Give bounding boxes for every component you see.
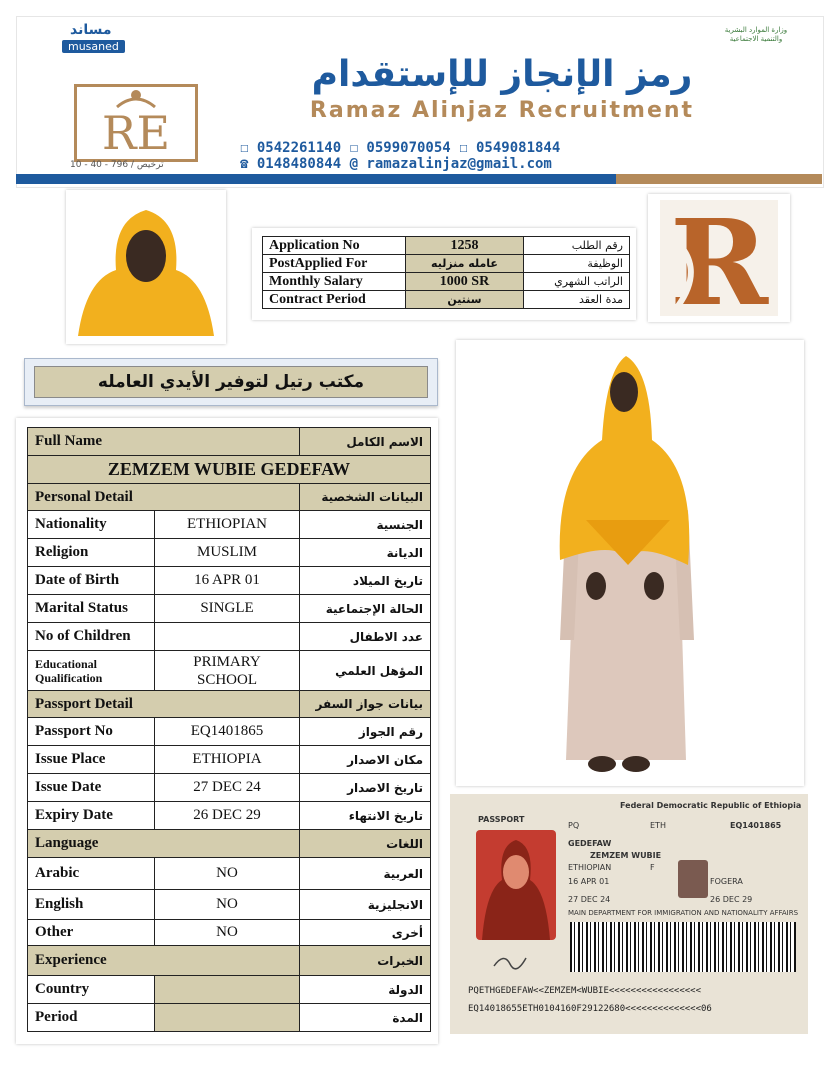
passport-no-value: EQ1401865 (155, 718, 300, 746)
table-row (28, 858, 431, 890)
table-row (263, 291, 630, 309)
dob-value: 16 APR 01 (155, 567, 300, 595)
table-row (28, 802, 431, 830)
full-body-photo (456, 340, 804, 786)
application-no-value: 1258 (406, 237, 524, 255)
full-name-label-ar: الاسم الكامل (300, 428, 431, 456)
marital-status-label: Marital Status (28, 595, 155, 623)
post-applied-value: عامله منزليه (406, 255, 524, 273)
r-logo-letter: R (669, 194, 769, 322)
logo-letters: RE (101, 106, 171, 159)
passport-mrz-line1: PQETHGEDEFAW<<ZEMZEM<WUBIE<<<<<<<<<<<<<<<<< (468, 986, 701, 996)
company-name-en: Ramaz Alinjaz Recruitment (309, 98, 695, 123)
passport-ghost-photo (678, 860, 708, 898)
passport-sex: F (650, 863, 655, 872)
passport-issue-date: 27 DEC 24 (568, 895, 611, 904)
contract-period-label-ar: مدة العقد (524, 291, 630, 309)
passport-detail-heading-ar: بيانات جواز السفر (300, 691, 431, 718)
english-value: NO (155, 890, 300, 920)
table-row (263, 273, 630, 291)
passport-nationality: ETHIOPIAN (568, 863, 612, 872)
passport-header-text: Federal Democratic Republic of Ethiopia (620, 801, 802, 810)
application-no-label-ar: رقم الطلب (524, 237, 630, 255)
table-row (28, 946, 431, 976)
issue-date-label: Issue Date (28, 774, 155, 802)
license-number: ترخيص / 796 - 40 - 10 (70, 160, 164, 170)
other-language-label-ar: أخرى (300, 920, 431, 946)
issue-date-label-ar: تاريخ الاصدار (300, 774, 431, 802)
contract-period-label: Contract Period (263, 291, 406, 309)
table-row (28, 746, 431, 774)
application-no-label: Application No (263, 237, 406, 255)
passport-no-label: Passport No (28, 718, 155, 746)
table-row (28, 595, 431, 623)
personal-detail-heading-ar: البيانات الشخصية (300, 484, 431, 511)
monthly-salary-label: Monthly Salary (263, 273, 406, 291)
passport-portrait (476, 830, 556, 940)
phone-numbers: ☐ 0542261140 ☐ 0599070054 ☐ 0549081844 (240, 140, 561, 156)
country-label-ar: الدولة (300, 976, 431, 1004)
table-row (28, 484, 431, 511)
country-value (155, 976, 300, 1004)
passport-barcode (570, 922, 796, 972)
re-company-logo (74, 84, 198, 162)
other-language-value: NO (155, 920, 300, 946)
contract-period-value: سنتين (406, 291, 524, 309)
religion-label-ar: الديانة (300, 539, 431, 567)
contact-line: ☎ 0148480844 @ ramazalinjaz@gmail.com (240, 156, 552, 172)
portrait-photo (66, 190, 226, 344)
musaned-logo-ar: مساند (70, 22, 112, 38)
experience-heading-ar: الخبرات (300, 946, 431, 976)
ministry-logo: وزارة الموارد البشرية والتنمية الاجتماعية (724, 26, 788, 43)
dob-label-ar: تاريخ الميلاد (300, 567, 431, 595)
table-row (28, 830, 431, 858)
office-name-banner: مكتب رتيل لتوفير الأيدي العامله (34, 366, 428, 398)
header-stripe-blue (16, 174, 616, 184)
marital-status-label-ar: الحالة الإجتماعية (300, 595, 431, 623)
religion-label: Religion (28, 539, 155, 567)
education-value: PRIMARY SCHOOL (155, 651, 300, 691)
passport-signature (490, 950, 550, 970)
table-row (28, 567, 431, 595)
table-row (28, 651, 431, 691)
children-label-ar: عدد الاطفال (300, 623, 431, 651)
monthly-salary-label-ar: الراتب الشهري (524, 273, 630, 291)
table-row (28, 1004, 431, 1032)
education-label: Educational Qualification (28, 651, 155, 691)
table-row (28, 774, 431, 802)
application-table (262, 236, 630, 309)
arabic-value: NO (155, 858, 300, 890)
period-value (155, 1004, 300, 1032)
passport-given-names: ZEMZEM WUBIE (590, 851, 662, 860)
expiry-date-value: 26 DEC 29 (155, 802, 300, 830)
passport-number: EQ1401865 (730, 821, 782, 830)
table-row (28, 890, 431, 920)
table-row (28, 511, 431, 539)
passport-detail-heading: Passport Detail (28, 691, 300, 718)
period-label: Period (28, 1004, 155, 1032)
nationality-label-ar: الجنسية (300, 511, 431, 539)
passport-birth-place: FOGERA (710, 877, 743, 886)
company-name-ar: رمز الإنجاز للإستقدام (311, 54, 693, 95)
experience-heading: Experience (28, 946, 300, 976)
language-heading: Language (28, 830, 300, 858)
issue-place-label: Issue Place (28, 746, 155, 774)
table-row (28, 623, 431, 651)
r-logo-frame (648, 194, 790, 322)
passport-mrz-line2: EQ14018655ETH0104160F29122680<<<<<<<<<<<<<<06 (468, 1004, 712, 1014)
english-label-ar: الانجليزية (300, 890, 431, 920)
education-label-ar: المؤهل العلمي (300, 651, 431, 691)
table-row (28, 691, 431, 718)
full-name-label: Full Name (28, 428, 300, 456)
passport-dob: 16 APR 01 (568, 877, 610, 886)
table-row (263, 237, 630, 255)
personal-detail-heading: Personal Detail (28, 484, 300, 511)
language-heading-ar: اللغات (300, 830, 431, 858)
passport-scan (450, 794, 808, 1034)
arabic-label-ar: العربية (300, 858, 431, 890)
english-label: English (28, 890, 155, 920)
full-name-value: ZEMZEM WUBIE GEDEFAW (28, 456, 431, 484)
passport-no-label-ar: رقم الجواز (300, 718, 431, 746)
passport-expiry-date: 26 DEC 29 (710, 895, 753, 904)
country-label: Country (28, 976, 155, 1004)
passport-type: PQ (568, 821, 580, 830)
issue-place-value: ETHIOPIA (155, 746, 300, 774)
header-stripe-brown (616, 174, 822, 184)
issue-date-value: 27 DEC 24 (155, 774, 300, 802)
passport-surname: GEDEFAW (568, 839, 612, 848)
table-row (28, 456, 431, 484)
passport-country-code: ETH (650, 821, 666, 830)
monthly-salary-value: 1000 SR (406, 273, 524, 291)
period-label-ar: المدة (300, 1004, 431, 1032)
post-applied-label: PostApplied For (263, 255, 406, 273)
issue-place-label-ar: مكان الاصدار (300, 746, 431, 774)
musaned-logo-en: musaned (62, 40, 125, 53)
passport-authority: MAIN DEPARTMENT FOR IMMIGRATION AND NATIONALITY AFFAIRS (568, 909, 799, 917)
children-value (155, 623, 300, 651)
arabic-label: Arabic (28, 858, 155, 890)
nationality-label: Nationality (28, 511, 155, 539)
post-applied-label-ar: الوظيفة (524, 255, 630, 273)
table-row (28, 539, 431, 567)
table-row (263, 255, 630, 273)
nationality-value: ETHIOPIAN (155, 511, 300, 539)
table-row (28, 718, 431, 746)
table-row (28, 920, 431, 946)
children-label: No of Children (28, 623, 155, 651)
dob-label: Date of Birth (28, 567, 155, 595)
marital-status-value: SINGLE (155, 595, 300, 623)
passport-type-label: PASSPORT (478, 815, 525, 824)
details-table (27, 427, 431, 1032)
other-language-label: Other (28, 920, 155, 946)
table-row (28, 976, 431, 1004)
expiry-date-label-ar: تاريخ الانتهاء (300, 802, 431, 830)
table-row (28, 428, 431, 456)
religion-value: MUSLIM (155, 539, 300, 567)
expiry-date-label: Expiry Date (28, 802, 155, 830)
